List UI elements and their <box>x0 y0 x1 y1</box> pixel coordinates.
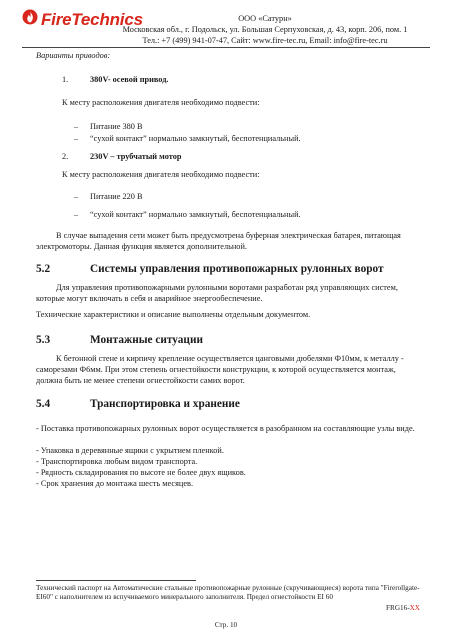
bullet-dash: – <box>74 210 79 219</box>
drive-2-number: 2. <box>62 152 69 161</box>
drive-2-bullet-2: “сухой контакт” нормально замкнутый, беспотенциальный. <box>90 210 301 219</box>
document-code-suffix: XX <box>409 604 420 612</box>
drive-1-number: 1. <box>62 75 69 84</box>
list-item: - Срок хранения до монтажа шесть месяцев. <box>36 479 194 488</box>
bullet-dash: – <box>74 134 79 143</box>
section-title: Системы управления противопожарных рулонных ворот <box>90 263 384 275</box>
drive-2-bullet-1: Питание 220 В <box>90 192 143 201</box>
page-number: Стр. 10 <box>214 621 238 629</box>
drive-2-title: 230V – трубчатый мотор <box>90 152 182 161</box>
section-title: Монтажные ситуации <box>90 334 203 346</box>
drive-1-intro: К месту расположения двигателя необходимо подвести: <box>62 98 260 107</box>
org-address: Московская обл., г. Подольск, ул. Большая Серпуховская, д. 43, корп. 206, пом. 1 <box>122 25 408 34</box>
section-number: 5.4 <box>36 398 51 410</box>
flame-icon <box>22 9 38 30</box>
footer-text: Технический паспорт на Автоматические стальные противопожарные рулонные (скручивающиеся) ворота типа "Firerollgate-EI60" с наполнителем из вспучиваемого минерального заполнителя. Предел огнестойкости EI 60 <box>36 584 420 601</box>
list-item: - Упаковка в деревянные ящики с укрытием пленкой. <box>36 446 224 455</box>
drive-1-bullet-1: Питание 380 В <box>90 122 143 131</box>
org-contacts: Тел.: +7 (499) 941-07-47, Сайт: www.fire-tec.ru, Email: info@fire-tec.ru <box>142 36 388 45</box>
footer-divider <box>36 580 196 581</box>
logo-text: FireTechnics <box>41 9 143 29</box>
drives-heading: Варианты приводов: <box>36 51 111 60</box>
section-paragraph: К бетонной стене и кирпичу крепление осуществляется цанговыми дюбелями Ф10мм, к металлу - саморезами Ф6мм. При этом степень огнестойкости конструкции, к которой осуществляется монтаж, должна быть не менее степени огнестойкости самих ворот. <box>36 354 404 385</box>
bullet-dash: – <box>74 192 79 201</box>
list-item: - Поставка противопожарных рулонных ворот осуществляется в разобранном на составляющие узлы виде. <box>36 424 415 433</box>
document-code-prefix: FRG16- <box>386 604 410 612</box>
drive-2-intro: К месту расположения двигателя необходимо подвести: <box>62 170 260 179</box>
section-number: 5.3 <box>36 334 51 346</box>
document-code <box>386 604 420 612</box>
drive-1-title: 380V- осевой привод. <box>90 75 169 84</box>
section-number: 5.2 <box>36 263 51 275</box>
list-item: - Рядность складирования по высоте не более двух ящиков. <box>36 468 246 477</box>
bullet-dash: – <box>74 122 79 131</box>
battery-note: В случае выпадения сети может быть предусмотрена буферная электрическая батарея, питающая электромоторы. Данная функция является дополнительной. <box>36 231 401 251</box>
drive-1-bullet-2: “сухой контакт” нормально замкнутый, беспотенциальный. <box>90 134 301 143</box>
org-name: ООО «Сатурн» <box>238 14 292 23</box>
section-paragraph: Технические характеристики и описание выполнены отдельным документом. <box>36 310 311 319</box>
section-paragraph: Для управления противопожарными рулонными воротами разработан ряд управляющих систем, которые могут включать в себя и аварийное энергообеспечение. <box>36 283 398 303</box>
section-title: Транспортировка и хранение <box>90 398 240 410</box>
list-item: - Транспортировка любым видом транспорта. <box>36 457 198 466</box>
header-divider <box>22 47 430 48</box>
